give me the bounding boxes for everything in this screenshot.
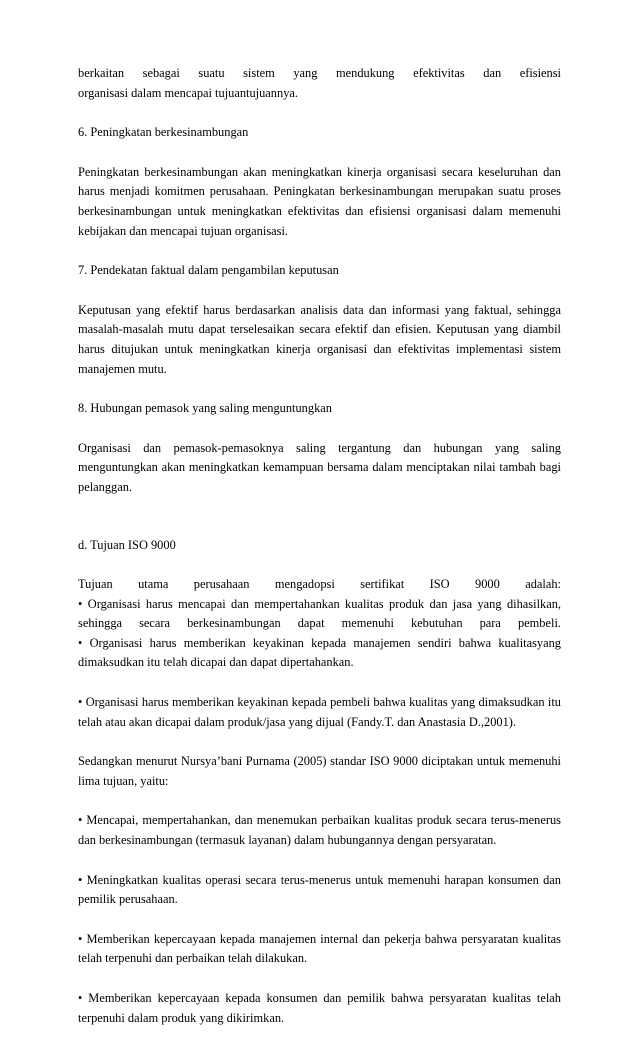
text-line: Tujuan utama perusahaan mengadopsi sertifikat ISO 9000 adalah: — [78, 577, 561, 592]
section-heading-8: 8. Hubungan pemasok yang saling menguntungkan — [78, 401, 332, 416]
bullet-item: • Mencapai, mempertahankan, dan menemukan perbaikan kualitas produk secara terus-menerus dan berkesinambungan (termasuk layanan) dalam hubungannya dengan persyaratan. — [78, 813, 561, 848]
paragraph-keyakinan-pembeli: • Organisasi harus memberikan keyakinan kepada pembeli bahwa kualitas yang dimaksudkan itu telah atau akan dicapai dalam produk/jasa yang dijual (Fandy.T. dan Anastasia D.,2001). — [78, 695, 561, 729]
text-line: berkaitan sebagai suatu sistem yang mendukung efektivitas dan efisiensi — [78, 66, 561, 80]
text-line: • Organisasi harus mencapai dan mempertahankan kualitas produk dan jasa yang dihasilkan, — [78, 596, 561, 611]
section-heading-7: 7. Pendekatan faktual dalam pengambilan keputusan — [78, 263, 339, 278]
paragraph-8: Organisasi dan pemasok-pemasoknya saling tergantung dan hubungan yang saling menguntungkan akan meningkatkan kemampuan bersama dalam menciptakan nilai tambah bagi pelanggan. — [78, 440, 561, 494]
paragraph-tujuan — [78, 575, 561, 673]
bullet-item: • Memberikan kepercayaan kepada manajemen internal dan pekerja bahwa persyaratan kualitas telah terpenuhi dan perbaikan telah dilakukan. — [78, 931, 561, 966]
paragraph-7: Keputusan yang efektif harus berdasarkan analisis data dan informasi yang faktual, sehingga masalah-masalah mutu dapat terselesaikan secara efektif dan efisien. Keputusan yang diambil harus ditujukan untuk meningkatkan kinerja organisasi dan efektivitas implementasi sistem manajemen mutu. — [78, 302, 561, 376]
section-heading-d: d. Tujuan ISO 9000 — [78, 537, 176, 552]
text-line: organisasi dalam mencapai tujuantujuannya. — [78, 85, 298, 100]
text-line: • Organisasi harus memberikan keyakinan kepada manajemen sendiri bahwa kualitasyang — [78, 635, 561, 650]
text-line: sehingga secara berkesinambungan dapat memenuhi kebutuhan para pembeli. — [78, 616, 561, 631]
paragraph-continuation — [78, 64, 561, 103]
paragraph-nursyabani: Sedangkan menurut Nursya’bani Purnama (2005) standar ISO 9000 diciptakan untuk memenuhi lima tujuan, yaitu: — [78, 754, 561, 788]
bullet-item: • Meningkatkan kualitas operasi secara terus-menerus untuk memenuhi harapan konsumen dan pemilik perusahaan. — [78, 872, 561, 907]
paragraph-6: Peningkatan berkesinambungan akan meningkatkan kinerja organisasi secara keseluruhan dan harus menjadi komitmen perusahaan. Peningkatan berkesinambungan merupakan suatu proses berkesinambungan untuk meningkatkan efektivitas dan efisiensi organisasi dalam memenuhi kebijakan dan mencapai tujuan organisasi. — [78, 164, 561, 238]
document-page — [78, 64, 561, 1048]
text-line: dimaksudkan itu telah dicapai dan dapat dipertahankan. — [78, 655, 354, 670]
section-heading-6: 6. Peningkatan berkesinambungan — [78, 125, 249, 140]
bullet-item: • Memberikan kepercayaan kepada konsumen dan pemilik bahwa persyaratan kualitas telah terpenuhi dalam produk yang dikirimkan. — [78, 991, 561, 1025]
